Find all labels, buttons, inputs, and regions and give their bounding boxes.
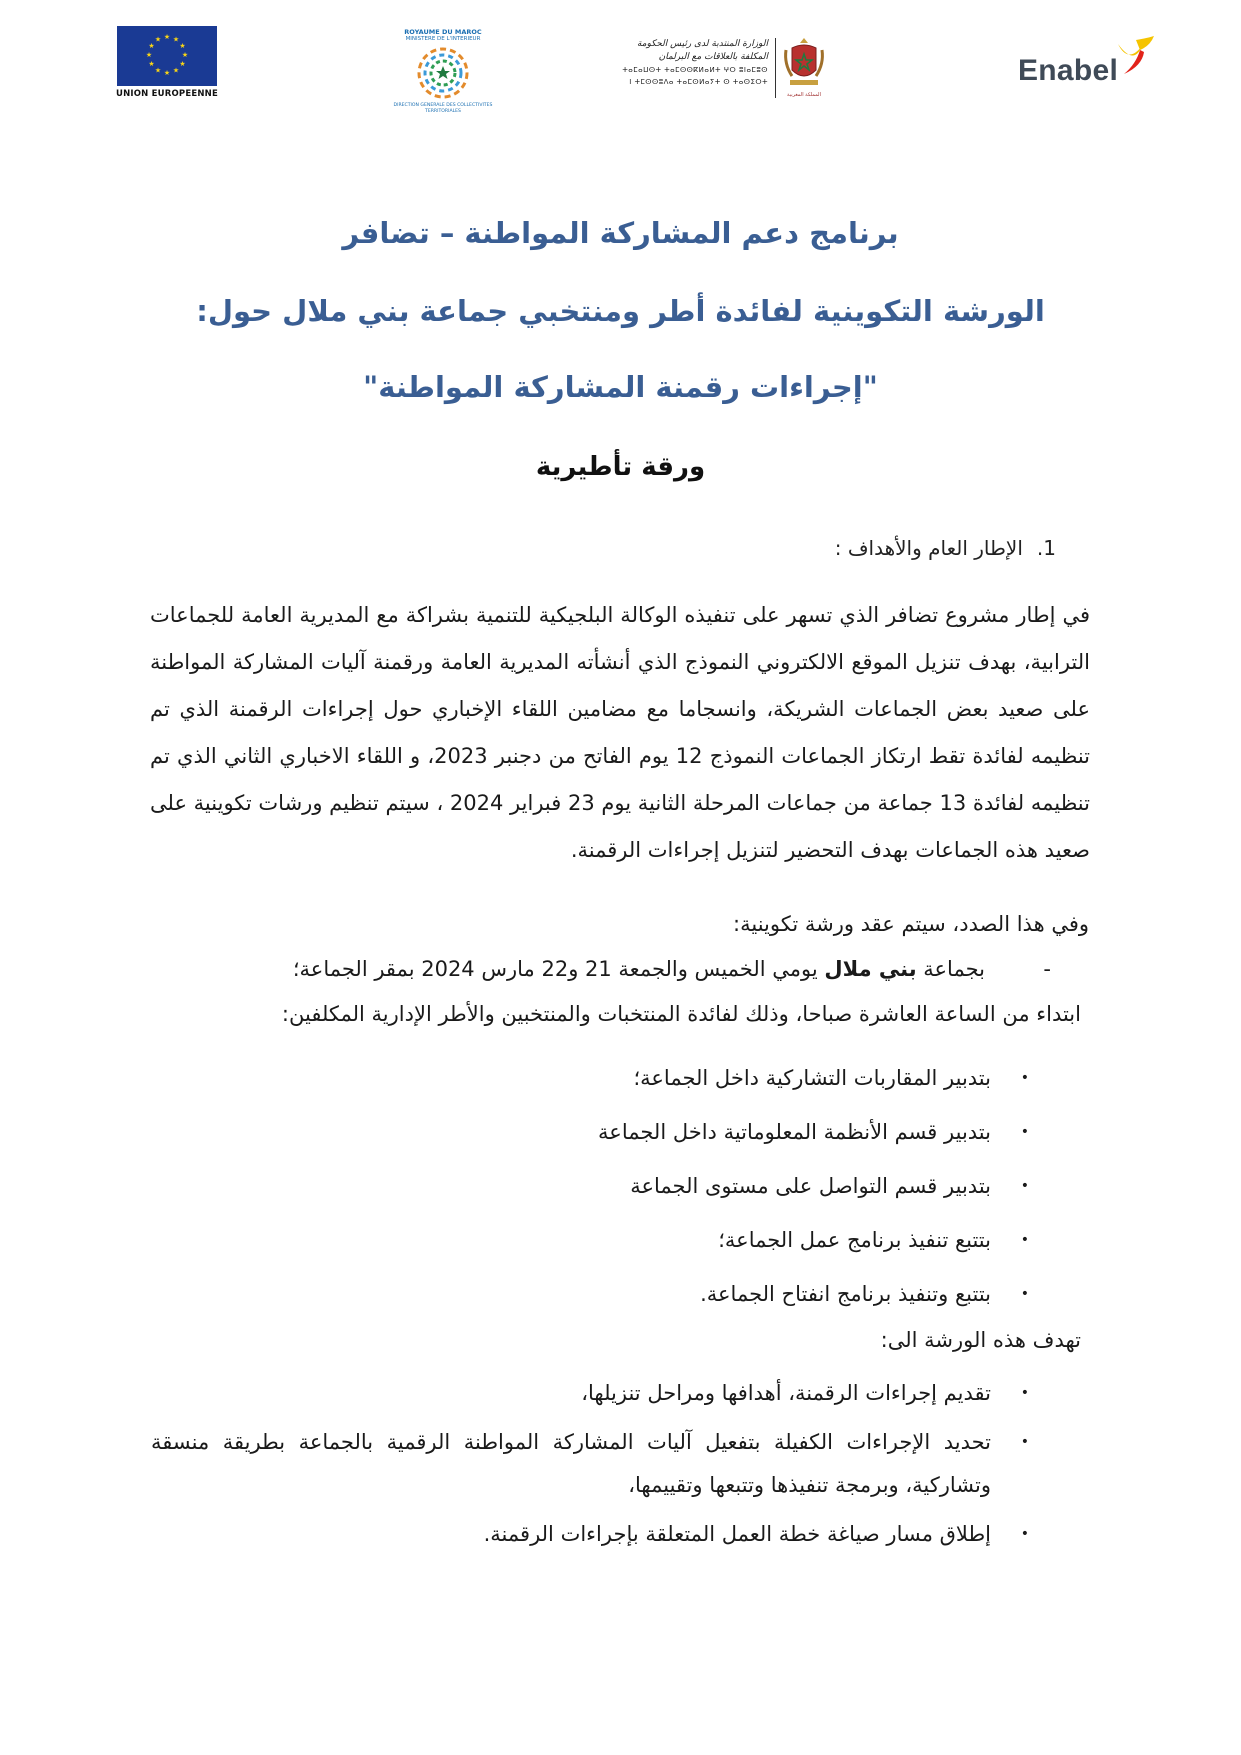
- list-item-text: تحديد الإجراءات الكفيلة بتفعيل آليات المشاركة المواطنة الرقمية بالجماعة بطريقة منسقة وتشاركية، وبرمجة تنفيذها وتتبعها وتقييمها،: [151, 1430, 991, 1497]
- bullet-icon: •: [1020, 1070, 1029, 1086]
- ministry-name-tifinagh-line2: ⵏ ⵜⵎⵙⵙⵓⴷⴰ ⵜⴰⵎⵙⵍⴰⵢⵜ ⵙ ⵜⴰⵙⵉⵔⵜ: [629, 78, 768, 86]
- workshop-goals-list: [151, 1372, 1029, 1556]
- ministry-name-ar-line2: المكلفة بالعلاقات مع البرلمان: [658, 52, 768, 62]
- enabel-logo: [1018, 30, 1158, 90]
- emblem-caption: المملكة المغربية: [787, 92, 821, 98]
- enabel-wordmark: Enabel: [1018, 54, 1119, 87]
- program-title: برنامج دعم المشاركة المواطنة – تضافر: [342, 216, 899, 250]
- location-name: بني ملال: [824, 957, 917, 981]
- maroc-logo-line3: DIRECTION GENERALE DES COLLECTIVITES TERRITORIALES: [393, 103, 493, 114]
- bullet-icon: •: [1020, 1232, 1029, 1248]
- list-item-text: بتدبير قسم الأنظمة المعلوماتية داخل الجماعة: [598, 1120, 991, 1144]
- list-item-text: إطلاق مسار صياغة خطة العمل المتعلقة بإجراءات الرقمنة.: [483, 1522, 991, 1546]
- eu-logo: [113, 26, 221, 102]
- maroc-logo-line2: MINISTERE DE L'INTERIEUR: [405, 36, 481, 42]
- document-subtitle: ورقة تأطيرية: [535, 452, 706, 482]
- svg-text:★: ★: [145, 51, 153, 59]
- list-item: [598, 1159, 1029, 1213]
- location-prefix: بجماعة: [916, 957, 985, 981]
- audience-responsibilities-list: [598, 1051, 1029, 1321]
- moroccan-coat-of-arms-icon: [782, 34, 826, 94]
- workshop-location-item: [293, 957, 1051, 981]
- audience-line: ابتداء من الساعة العاشرة صباحا، وذلك لفائدة المنتخبات والمنتخبين والأطر الإدارية المكلفين:: [281, 1002, 1081, 1026]
- dash-marker: -: [1043, 957, 1051, 981]
- svg-text:★: ★: [179, 42, 186, 50]
- svg-text:★: ★: [163, 33, 171, 41]
- section-heading-text: الإطار العام والأهداف :: [834, 536, 1023, 560]
- bullet-icon: •: [1020, 1434, 1029, 1450]
- star-emblem-icon: [415, 45, 471, 101]
- section-heading: [835, 536, 1056, 560]
- ministry-parliament-logo: [620, 34, 826, 108]
- list-item: [598, 1051, 1029, 1105]
- svg-text:★: ★: [148, 60, 155, 68]
- svg-text:★: ★: [172, 66, 180, 75]
- bullet-icon: •: [1020, 1385, 1029, 1401]
- section-number: 1.: [1036, 536, 1056, 560]
- bullet-icon: •: [1020, 1526, 1029, 1542]
- list-item: [151, 1372, 1029, 1415]
- eu-caption: UNION EUROPEENNE: [115, 89, 219, 99]
- logo-divider: [775, 38, 776, 98]
- list-item: [598, 1213, 1029, 1267]
- ministry-name-ar-line1: الوزارة المنتدبة لدى رئيس الحكومة: [636, 39, 768, 49]
- intro-paragraph: في إطار مشروع تضافر الذي تسهر على تنفيذه الوكالة البلجيكية للتنمية بشراكة مع المديرية العامة للجماعات الترابية، بهدف تنزيل الموقع الالكتروني النموذج الذي أنشأته المديرية العامة ورقمنة آليات المشاركة المواطنة على صعيد بعض الجماعات الشريكة، وانسجاما مع مضامين اللقاء الإخباري حول إجراءات الرقمنة الذي تم تنظيمه لفائدة تقط ارتكاز الجماعات النموذج 12 يوم الفاتح من دجنبر 2023، و اللقاء الاخباري الثاني الذي تم تنظيمه لفائدة 13 جماعة من جماعات المرحلة الثانية يوم 23 فبراير 2024 ، سيتم تنظيم ورشات تكوينية على صعيد هذه الجماعات بهدف التحضير لتنزيل إجراءات الرقمنة.: [150, 603, 1090, 862]
- list-item: [151, 1421, 1029, 1507]
- list-item-text: بتدبير المقاربات التشاركية داخل الجماعة؛: [633, 1066, 991, 1090]
- list-item-text: تقديم إجراءات الرقمنة، أهدافها ومراحل تنزيلها،: [581, 1381, 991, 1405]
- bullet-icon: •: [1020, 1178, 1029, 1194]
- list-item: [151, 1513, 1029, 1556]
- svg-text:★: ★: [148, 42, 155, 50]
- ministry-name-tifinagh-line1: ⵜⴰⵎⴰⵡⵙⵜ ⵜⴰⵎⵙⵙⴽⵍⴰⵍⵜ ⵖⵔ ⵓⵏⴰⵎⵓⵙ: [622, 66, 768, 74]
- svg-text:★: ★: [163, 69, 171, 77]
- bullet-icon: •: [1020, 1124, 1029, 1140]
- ministry-name: [620, 38, 768, 88]
- svg-text:★: ★: [154, 35, 162, 44]
- svg-text:★: ★: [179, 60, 186, 68]
- svg-text:★: ★: [181, 51, 189, 59]
- list-item: [598, 1267, 1029, 1321]
- workshop-intro-line: وفي هذا الصدد، سيتم عقد ورشة تكوينية:: [733, 912, 1089, 936]
- goals-intro-line: تهدف هذه الورشة الى:: [880, 1328, 1081, 1352]
- location-dates: يومي الخميس والجمعة 21 و22 مارس 2024 بمقر الجماعة؛: [292, 957, 825, 981]
- workshop-topic: "إجراءات رقمنة المشاركة المواطنة": [363, 370, 878, 404]
- list-item: [598, 1105, 1029, 1159]
- ministry-interior-logo: [378, 28, 508, 124]
- svg-text:★: ★: [172, 35, 180, 44]
- list-item-text: بتدبير قسم التواصل على مستوى الجماعة: [630, 1174, 991, 1198]
- svg-text:★: ★: [154, 66, 162, 75]
- eu-flag-icon: [117, 26, 217, 86]
- workshop-title: الورشة التكوينية لفائدة أطر ومنتخبي جماعة بني ملال حول:: [196, 294, 1045, 328]
- list-item-text: بتتبع وتنفيذ برنامج انفتاح الجماعة.: [700, 1282, 991, 1306]
- enabel-bird-icon: [1114, 36, 1158, 76]
- bullet-icon: •: [1020, 1286, 1029, 1302]
- list-item-text: بتتبع تنفيذ برنامج عمل الجماعة؛: [718, 1228, 991, 1252]
- maroc-logo-line1: ROYAUME DU MAROC: [404, 28, 482, 36]
